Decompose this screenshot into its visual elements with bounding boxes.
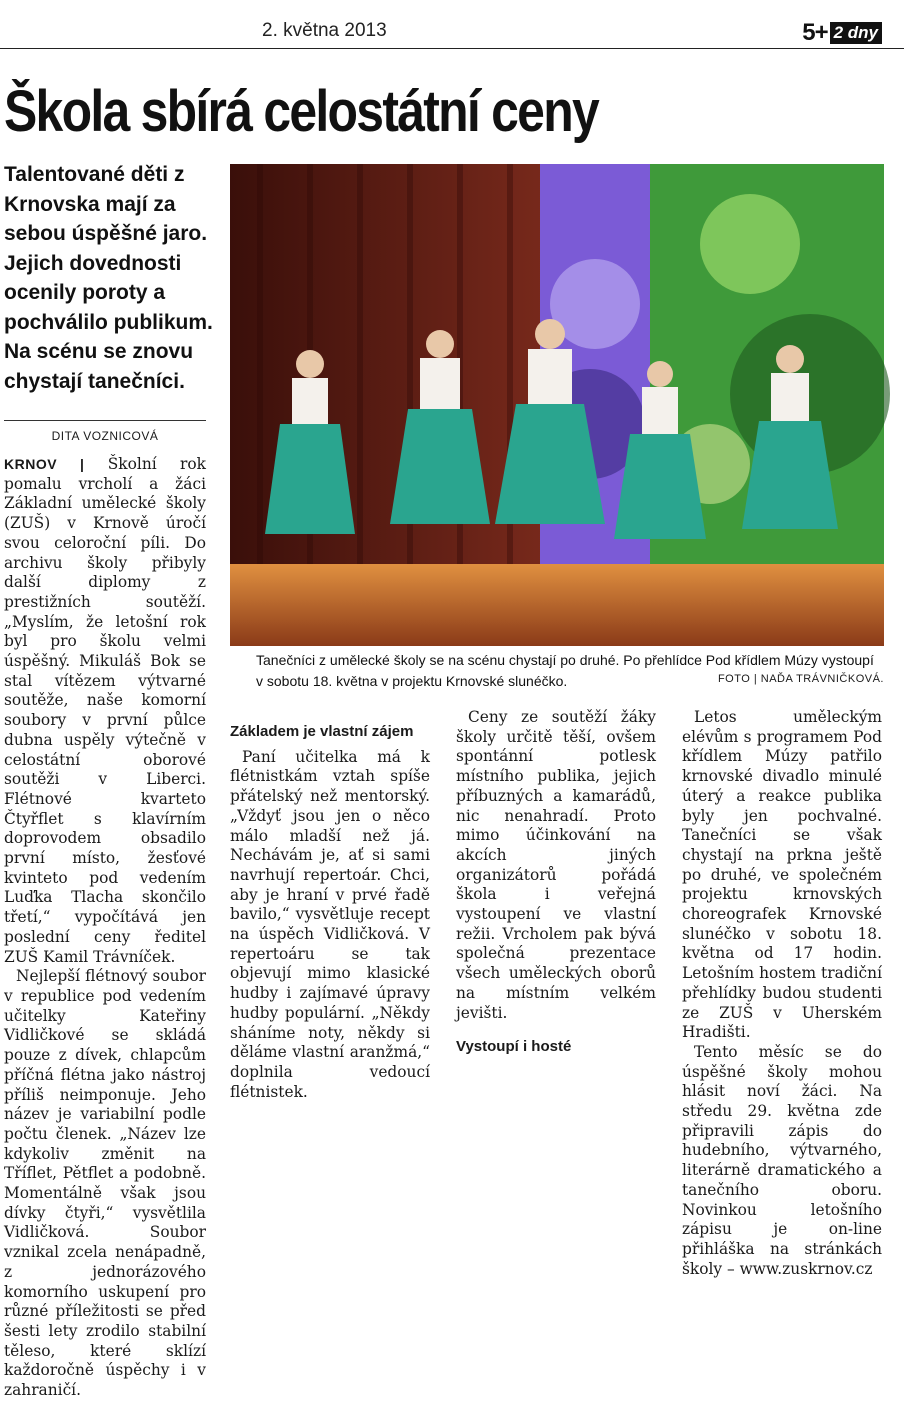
article-headline: Škola sbírá celostátní ceny bbox=[4, 79, 598, 144]
paragraph-3: Paní učitelka má k flétnistkám vztah spíše přátelský než mentorský. „Vždyť jsou jen o něco málo mladší než já. Nechávám je, ať si sami navrhují repertoár. Chci, aby je hraní v prvé řadě bavilo,“ vysvětluje recept na úspěch Vidličková. V repertoáru se tak objevují mimo klasické hudby i zajímavé úpravy hudby populární. „Někdy sháníme noty, někdy si děláme vlastní aranžmá,“ doplnila vedoucí flétnistek. bbox=[230, 747, 430, 1101]
paragraph-1: KRNOV | Školní rok pomalu vrcholí a žáci Základní umělecké školy (ZUŠ) v Krnově úročí svou celoroční píli. Do archivu školy přibyly další diplomy z prestižních soutěží. „Myslím, že letošní rok byl pro školu velmi úspěšný. Mikuláš Bok se stal vítězem výtvarné soutěže, naše komorní soubory v první půlce dubna uspěly výtečně v celostátní oborové soutěži v Liberci. Flétnové kvarteto Čtyřflet s klavírním doprovodem obsadilo první místo, žesťové kvinteto pod vedením Luďka Tlacha skončilo třetí,“ vypočítává jen poslední ceny ředitel ZUŠ Kamil Trávníček. bbox=[4, 455, 206, 966]
article-column-1 bbox=[4, 455, 206, 1400]
byline-divider bbox=[4, 420, 206, 421]
issue-date: 2. května 2013 bbox=[262, 20, 387, 41]
photo-caption: Tanečníci z umělecké školy se na scénu chystají po druhé. Po přehlídce Pod křídlem Múzy vystoupí v sobotu 18. května v projektu Krnovské slunéčko. bbox=[256, 652, 874, 689]
paragraph-6: Tento měsíc se do úspěšné školy mohou hlásit noví žáci. Na středu 29. května zde připravili zápis do hudebního, výtvarného, literárně dramatického a tanečního oboru. Novinkou letošního zápisu je on-line přihláška na stránkách školy – www.zuskrnov.cz bbox=[682, 1042, 882, 1278]
logo-label: 2 dny bbox=[830, 22, 882, 44]
paragraph-5: Letos uměleckým elévům s programem Pod křídlem Múzy patřilo krnovské divadlo minulé úterý a reakce publika byly jen pochvalné. Tanečníci se však chystají na prkna ještě po druhé, ve společném projektu krnovských choreografek Krnovské slunéčko v sobotu 18. května od 17 hodin. Letošním hostem tradiční přehlídky budou studenti ze ZUŠ v Uherském Hradišti. bbox=[682, 708, 882, 1042]
article-photo bbox=[230, 164, 884, 646]
paragraph-4: Ceny ze soutěží žáky školy určitě těší, ovšem spontánní potlesk místního publika, jejich příbuzných a kamarádů, nic nenahradí. Proto mimo účinkování na akcích jiných organizátorů pořádá škola i veřejná vystoupení ve vlastní režii. Vrcholem pak bývá společná prezentace všech uměleckých oborů na místním velkém jevišti. bbox=[456, 708, 656, 1022]
logo-number: 5+ bbox=[802, 19, 828, 46]
subheading-2: Vystoupí i hosté bbox=[456, 1038, 572, 1056]
page-header-rule bbox=[0, 14, 904, 49]
dateline: KRNOV | bbox=[4, 456, 85, 472]
dancers-photo-illustration bbox=[230, 164, 884, 646]
photo-credit: FOTO | NAĎA TRÁVNIČKOVÁ. bbox=[717, 673, 884, 685]
article-byline: DITA VOZNICOVÁ bbox=[51, 429, 159, 443]
section-logo bbox=[802, 19, 882, 47]
article-column-3 bbox=[456, 708, 656, 1145]
paragraph-2a: Nejlepší flétnový soubor v republice pod vedením učitelky Kateřiny Vidličkové se skládá pouze z dívek, chlapcům příčná flétna jako nástroj příliš neimponuje. Jeho název je variabilní podle počtu členek. „Název lze kdykoliv změnit na Tříflet, Pětflet a podobně. Momentálně však jsou dívky čtyři,“ vysvětlila Vidličková. Soubor vznikal zcela nenápadně, z jednorázového komorního uskupení pro různé příležitosti se před šesti lety zrodilo stabilní těleso, které sklízí každoročně úspěchy i v zahraničí. bbox=[4, 967, 206, 1400]
article-column-2 bbox=[230, 708, 430, 1145]
article-lead: Talentované děti z Krnovska mají za sebou úspěšné jaro. Jejich dovednosti ocenily poroty a pochválilo publikum. Na scénu se znovu chystají tanečníci. bbox=[4, 163, 213, 393]
subheading-1: Základem je vlastní zájem bbox=[230, 723, 414, 740]
article-column-4 bbox=[682, 708, 882, 1278]
